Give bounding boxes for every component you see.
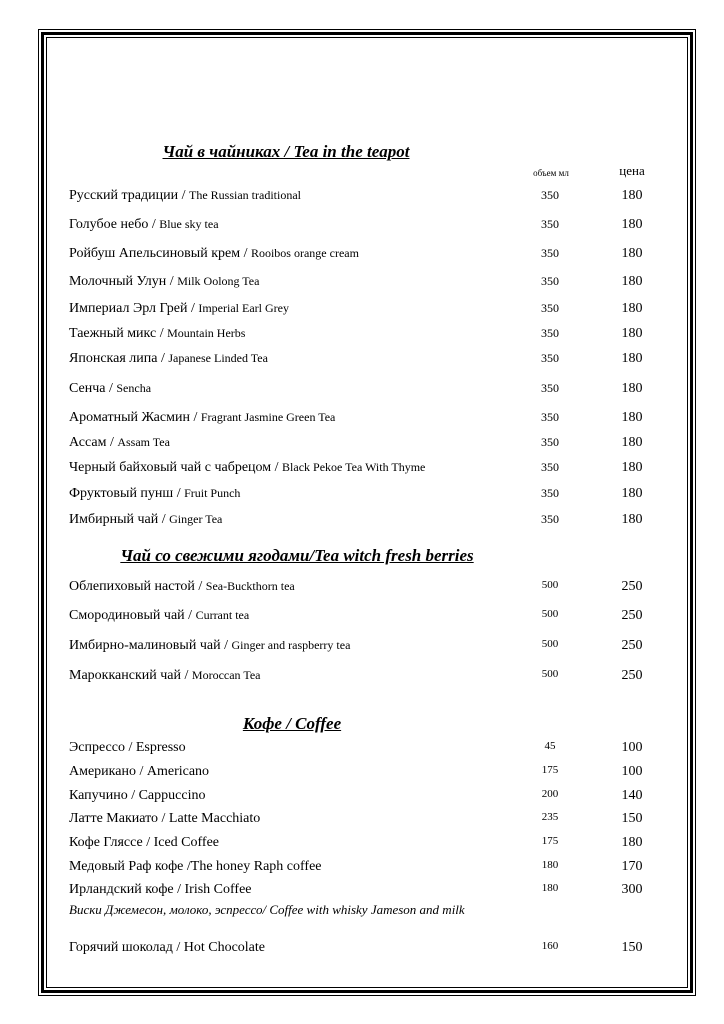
item-name: Таежный микс / Mountain Herbs	[69, 326, 246, 341]
item-volume: 500	[541, 668, 559, 680]
menu-item	[0, 940, 724, 958]
item-volume: 350	[541, 410, 559, 424]
item-name: Ароматный Жасмин / Fragrant Jasmine Green Tea	[69, 410, 336, 425]
item-price: 300	[621, 882, 643, 897]
item-price: 180	[621, 460, 643, 475]
item-volume: 350	[541, 381, 559, 395]
item-name: Имбирный чай / Ginger Tea	[69, 512, 223, 527]
item-volume: 350	[541, 188, 559, 202]
item-volume: 160	[541, 940, 559, 952]
item-price: 180	[621, 835, 643, 850]
item-price: 150	[621, 940, 643, 955]
menu-item	[0, 512, 724, 530]
item-price: 180	[621, 410, 643, 425]
item-name: Латте Макиато / Latte Macchiato	[69, 811, 261, 826]
menu-item	[0, 246, 724, 264]
item-volume: 175	[541, 764, 559, 776]
item-name: Фруктовый пунш / Fruit Punch	[69, 486, 241, 501]
item-name: Горячий шоколад / Hot Chocolate	[69, 940, 265, 955]
item-price: 100	[621, 740, 643, 755]
item-volume: 350	[541, 326, 559, 340]
item-name: Имбирно-малиновый чай / Ginger and raspberry tea	[69, 638, 351, 653]
menu-item	[0, 217, 724, 235]
item-volume: 350	[541, 274, 559, 288]
item-name: Ассам / Assam Tea	[69, 435, 170, 450]
item-volume: 180	[541, 882, 559, 894]
item-price: 180	[621, 274, 643, 289]
item-volume: 500	[541, 638, 559, 650]
item-price: 140	[621, 788, 643, 803]
item-price: 180	[621, 351, 643, 366]
item-price: 250	[621, 579, 643, 594]
item-name: Смородиновый чай / Currant tea	[69, 608, 250, 623]
item-name: Капучино / Cappuccino	[69, 788, 206, 803]
menu-item	[0, 274, 724, 292]
menu-item	[0, 811, 724, 829]
item-volume: 235	[541, 811, 559, 823]
item-price: 180	[621, 381, 643, 396]
item-price: 150	[621, 811, 643, 826]
item-price: 180	[621, 512, 643, 527]
item-name: Американо / Americano	[69, 764, 210, 779]
item-volume: 500	[541, 608, 559, 620]
section-title-berries: Чай со свежими ягодами/Tea witch fresh berries	[120, 546, 474, 565]
item-price: 180	[621, 217, 643, 232]
menu-item	[0, 351, 724, 369]
menu-item	[0, 740, 724, 758]
item-volume: 350	[541, 217, 559, 231]
menu-item	[0, 608, 724, 626]
item-volume: 500	[541, 579, 559, 591]
item-name: Русский традиции / The Russian traditional	[69, 188, 301, 203]
menu-item	[0, 435, 724, 453]
menu-item	[0, 410, 724, 428]
item-name: Эспрессо / Espresso	[69, 740, 186, 755]
column-header-volume: объем мл	[533, 168, 569, 178]
menu-item	[0, 188, 724, 206]
menu-item	[0, 326, 724, 344]
menu-item	[0, 486, 724, 504]
item-name: Японская липа / Japanese Linded Tea	[69, 351, 268, 366]
item-volume: 350	[541, 486, 559, 500]
item-volume: 350	[541, 435, 559, 449]
item-name: Ройбуш Апельсиновый крем / Rooibos orange cream	[69, 246, 359, 261]
item-price: 180	[621, 326, 643, 341]
item-price: 250	[621, 638, 643, 653]
irish-coffee-description: Виски Джемесон, молоко, эспрессо/ Coffee with whisky Jameson and milk	[69, 902, 465, 917]
menu-item	[0, 835, 724, 853]
item-price: 250	[621, 608, 643, 623]
section-title-tea: Чай в чайниках / Tea in the teapot	[162, 142, 410, 161]
item-price: 180	[621, 246, 643, 261]
item-volume: 175	[541, 835, 559, 847]
item-volume: 350	[541, 351, 559, 365]
item-name: Облепиховый настой / Sea-Buckthorn tea	[69, 579, 295, 594]
item-name: Кофе Гляссе / Iced Coffee	[69, 835, 220, 850]
item-name: Черный байховый чай с чабрецом / Black Pekoe Tea With Thyme	[69, 460, 426, 475]
menu-item	[0, 638, 724, 656]
item-price: 100	[621, 764, 643, 779]
item-name: Голубое небо / Blue sky tea	[69, 217, 219, 232]
item-volume: 180	[541, 859, 559, 871]
menu-item	[0, 882, 724, 900]
item-price: 180	[621, 435, 643, 450]
menu-item	[0, 788, 724, 806]
item-price: 170	[621, 859, 643, 874]
menu-item	[0, 764, 724, 782]
menu-item	[0, 668, 724, 686]
item-name: Молочный Улун / Milk Oolong Tea	[69, 274, 260, 289]
item-volume: 45	[544, 740, 556, 752]
item-name: Империал Эрл Грей / Imperial Earl Grey	[69, 301, 289, 316]
menu-item	[0, 460, 724, 478]
menu-item	[0, 301, 724, 319]
item-volume: 350	[541, 512, 559, 526]
item-name: Марокканский чай / Moroccan Tea	[69, 668, 261, 683]
item-name: Сенча / Sencha	[69, 381, 152, 396]
item-volume: 350	[541, 301, 559, 315]
item-price: 180	[621, 301, 643, 316]
column-header-price: цена	[619, 163, 645, 178]
item-volume: 350	[541, 460, 559, 474]
menu-item	[0, 579, 724, 597]
item-price: 180	[621, 486, 643, 501]
item-volume: 350	[541, 246, 559, 260]
item-volume: 200	[541, 788, 559, 800]
item-name: Медовый Раф кофе /The honey Raph coffee	[69, 859, 322, 874]
item-price: 180	[621, 188, 643, 203]
menu-item	[0, 859, 724, 877]
section-title-coffee: Кофе / Coffee	[242, 714, 342, 733]
menu-item	[0, 381, 724, 399]
item-price: 250	[621, 668, 643, 683]
item-name: Ирландский кофе / Irish Coffee	[69, 882, 252, 897]
